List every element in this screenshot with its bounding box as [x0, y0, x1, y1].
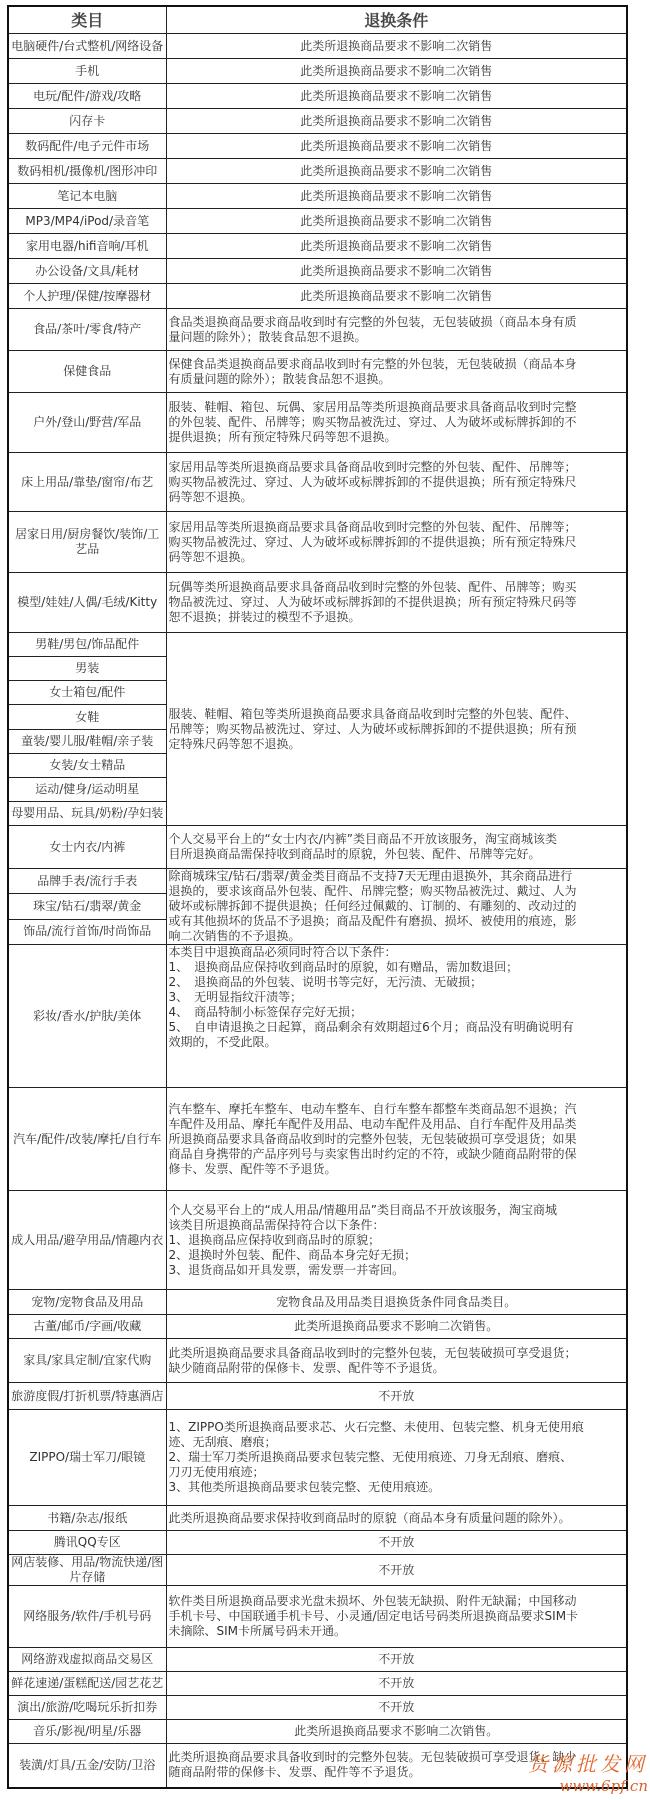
- condition-text-line: 此类所退换商品要求不影响二次销售: [300, 188, 493, 203]
- condition-text-line: 此类所退换商品要求保持收到商品时的原貌（商品本身有质量问题的除外）。: [168, 1510, 571, 1525]
- table-row: [8, 1696, 627, 1720]
- table-row: [8, 234, 627, 259]
- condition-text-line: 本类目中退换商品必须同时符合以下条件：: [168, 945, 397, 959]
- table-row: [8, 184, 627, 209]
- table-row: [8, 259, 627, 284]
- column-header-condition: 退换条件: [166, 6, 627, 34]
- table-row: [8, 109, 627, 134]
- condition-text-line: 食品类退换商品要求商品收到时有完整的外包装，无包装破损（商品本身有质: [168, 314, 577, 329]
- condition-text-line: 软件类目所退换商品要求光盘未损坏、外包装无缺损、附件无缺漏；中国移动: [168, 1594, 577, 1608]
- category-cell: 运动/健身/运动明星: [8, 778, 166, 802]
- category-cell: 汽车/配件/改装/摩托/自行车: [8, 1088, 166, 1191]
- category-cell: 装潢/灯具/五金/安防/卫浴: [8, 1744, 166, 1788]
- condition-text-line: 保健食品类退换商品要求商品收到时有完整的外包装，无包装破损（商品本身: [168, 356, 577, 371]
- condition-cell: [166, 1531, 627, 1555]
- condition-text-line: 随商品附带的保修卡、发票、配件等不予退货。: [168, 1765, 421, 1780]
- category-cell: 家具/家具定制/宜家代购: [8, 1339, 166, 1383]
- condition-text-line: 目所退换商品需保持收到商品时的原貌，外包装、配件、吊牌等完好。: [168, 847, 541, 861]
- table-row: [8, 1648, 627, 1672]
- table-row: [8, 869, 627, 894]
- condition-cell: [166, 59, 627, 84]
- condition-cell: [166, 1506, 627, 1531]
- condition-cell: [166, 1672, 627, 1696]
- condition-text-line: 此类所退换商品要求不影响二次销售: [300, 63, 493, 78]
- category-cell: 男装: [8, 657, 166, 681]
- table-row: [8, 453, 627, 512]
- condition-text-line: 此类所退换商品要求不影响二次销售。: [294, 1319, 499, 1333]
- category-cell: 珠宝/钻石/翡翠/黄金: [8, 894, 166, 919]
- category-cell: 女士箱包/配件: [8, 681, 166, 705]
- condition-text-line: 效期的，不受此限。: [168, 1035, 277, 1049]
- condition-text-line: 此类所退换商品要求不影响二次销售: [300, 263, 493, 278]
- condition-text-line: 物品被洗过、穿过、人为破坏或标牌拆卸的不提供退换；所有预定特殊尺码等: [168, 595, 577, 609]
- condition-text-line: 家居用品等类所退换商品要求具备商品收到时完整的外包装、配件、吊牌等；: [168, 459, 577, 474]
- condition-text-line: 此类所退换商品要求不影响二次销售。: [294, 1724, 499, 1738]
- category-cell: 闪存卡: [8, 109, 166, 134]
- table-row: [8, 633, 627, 657]
- condition-text-line: 未摘除、SIM卡所属号码未开通。: [168, 1624, 347, 1638]
- condition-text-line: 不开放: [378, 1562, 415, 1577]
- condition-text-line: 此类所退换商品要求不影响二次销售: [300, 163, 493, 178]
- condition-text-line: 此类所退换商品要求不影响二次销售: [300, 213, 493, 228]
- table-header-row: [8, 6, 627, 34]
- watermark-url: www.6pf.cn: [559, 1777, 648, 1795]
- category-cell: 电脑硬件/台式整机/网络设备: [8, 34, 166, 59]
- condition-cell: [166, 184, 627, 209]
- category-cell: 电玩/配件/游戏/攻略: [8, 84, 166, 109]
- condition-text-line: 迹、无刮痕、磨痕；: [168, 1435, 277, 1449]
- table-row: [8, 826, 627, 869]
- condition-cell: [166, 869, 627, 945]
- condition-text-line: 不开放: [378, 1652, 415, 1666]
- condition-cell: [166, 351, 627, 393]
- category-cell: 男鞋/男包/饰品配件: [8, 633, 166, 657]
- condition-text-line: 此类所退换商品要求不影响二次销售: [300, 38, 493, 53]
- category-cell: 彩妆/香水/护肤/美体: [8, 945, 166, 1088]
- return-conditions-table: [7, 5, 628, 1789]
- category-cell: 女士内衣/内裤: [8, 826, 166, 869]
- category-cell: 网店装修、用品/物流快递/图片存储: [8, 1555, 166, 1586]
- condition-cell: [166, 1720, 627, 1744]
- condition-text-line: 吊牌等；购买物品被洗过、穿过、人为破坏或标牌拆卸的不提供退换；所有预: [168, 721, 577, 736]
- column-header-category: 类目: [8, 6, 166, 34]
- condition-cell: [166, 1586, 627, 1648]
- table-row: [8, 209, 627, 234]
- condition-cell: [166, 633, 627, 826]
- condition-text-line: 有质量问题的除外）；散装食品恕不退换。: [168, 371, 391, 386]
- table-row: [8, 34, 627, 59]
- condition-text-line: 不开放: [378, 1388, 415, 1403]
- condition-text-line: 量问题的除外）；散装食品恕不退换。: [168, 329, 367, 344]
- category-cell: 宠物/宠物食品及用品: [8, 1290, 166, 1315]
- category-cell: 食品/茶叶/零食/特产: [8, 309, 166, 351]
- category-cell: 书籍/杂志/报纸: [8, 1506, 166, 1531]
- condition-text-line: 手机卡号、中国联通手机卡号、小灵通/固定电话号码类所退换商品要求SIM卡: [168, 1609, 579, 1623]
- table-row: [8, 1531, 627, 1555]
- condition-text-line: 码等恕不退换。: [168, 549, 253, 564]
- table-row: [8, 1586, 627, 1648]
- table-row: [8, 1339, 627, 1383]
- table-row: [8, 84, 627, 109]
- table-row: [8, 159, 627, 184]
- condition-text-line: 5、 自申请退换之日起算，商品剩余有效期超过6个月；商品没有明确说明有: [168, 1020, 574, 1034]
- condition-cell: [166, 34, 627, 59]
- condition-cell: [166, 1191, 627, 1290]
- table-row: [8, 134, 627, 159]
- condition-text-line: 1、退换商品应保持收到商品时的原貌；: [168, 1232, 381, 1247]
- condition-text-line: 缺少随商品附带的保修卡、发票、配件等不予退货。: [168, 1360, 445, 1375]
- condition-cell: [166, 1290, 627, 1315]
- table-row: [8, 1720, 627, 1744]
- watermark-site-name: 货源批发网: [528, 1752, 648, 1776]
- condition-text-line: 购买物品被洗过、穿过、人为破坏或标牌拆卸的不提供退换；所有预定特殊尺: [168, 474, 577, 489]
- category-cell: 数码配件/电子元件市场: [8, 134, 166, 159]
- condition-text-line: 此类所退换商品要求不影响二次销售: [300, 88, 493, 103]
- category-cell: 办公设备/文具/耗材: [8, 259, 166, 284]
- category-cell: 品牌手表/流行手表: [8, 869, 166, 894]
- table-row: [8, 1672, 627, 1696]
- condition-text-line: 此类所退换商品要求不影响二次销售: [300, 138, 493, 153]
- category-cell: ZIPPO/瑞士军刀/眼镜: [8, 1410, 166, 1506]
- table-row: [8, 1088, 627, 1191]
- condition-cell: [166, 453, 627, 512]
- category-cell: 居家日用/厨房餐饮/装饰/工艺品: [8, 512, 166, 573]
- condition-text-line: 此类所退换商品要求不影响二次销售: [300, 238, 493, 253]
- category-cell: 户外/登山/野营/军品: [8, 393, 166, 453]
- condition-cell: [166, 1088, 627, 1191]
- category-cell: 女鞋: [8, 705, 166, 730]
- table-row: [8, 351, 627, 393]
- condition-cell: [166, 512, 627, 573]
- table-row: [8, 284, 627, 309]
- category-cell: 床上用品/靠垫/窗帘/布艺: [8, 453, 166, 512]
- condition-text-line: 此类所退换商品要求具备收到时的完整外包装。无包装破损可享受退货；缺少: [168, 1750, 577, 1765]
- condition-text-line: 玩偶等类所退换商品要求具备商品收到时完整的外包装、配件、吊牌等；购买: [168, 580, 577, 594]
- condition-text-line: 除商城珠宝/钻石/翡翠/黄金类目商品不支持7天无理由退换外，其余商品进行: [168, 869, 573, 883]
- table-row: [8, 945, 627, 1088]
- condition-text-line: 不开放: [378, 1700, 415, 1714]
- condition-text-line: 商品自身携带的产品序列号与卖家售出时约定的不符，或缺少随商品附带的保: [168, 1146, 577, 1161]
- category-cell: 鲜花速递/蛋糕配送/园艺花艺: [8, 1672, 166, 1696]
- condition-cell: [166, 1383, 627, 1410]
- condition-text-line: 响二次销售的不予退换。: [168, 929, 301, 943]
- condition-text-line: 退换的，要求该商品外包装、配件、吊牌完整；购买物品被洗过、戴过、人为: [168, 884, 577, 898]
- category-cell: 网络服务/软件/手机号码: [8, 1586, 166, 1648]
- condition-text-line: 刀刃无使用痕迹；: [168, 1465, 265, 1479]
- category-cell: 音乐/影视/明星/乐器: [8, 1720, 166, 1744]
- category-cell: 演出/旅游/吃喝玩乐折扣券: [8, 1696, 166, 1720]
- table-row: [8, 1555, 627, 1586]
- category-cell: 个人护理/保健/按摩器材: [8, 284, 166, 309]
- condition-text-line: 定特殊尺码等恕不退换。: [168, 736, 301, 751]
- category-cell: 家用电器/hifi音响/耳机: [8, 234, 166, 259]
- condition-text-line: 码等恕不退换。: [168, 489, 253, 504]
- condition-text-line: 汽车整车、摩托车整车、电动车整车、自行车整车都整车类商品恕不退换；汽: [168, 1101, 577, 1116]
- condition-text-line: 破坏或标牌拆卸不提供退换；任何经过佩戴的、订制的、有雕刻的、改动过的: [168, 899, 577, 913]
- category-cell: 女装/女士精品: [8, 754, 166, 778]
- condition-text-line: 此类所退换商品要求不影响二次销售: [300, 113, 493, 128]
- condition-text-line: 购买物品被洗过、穿过、人为破坏或标牌拆卸的不提供退换；所有预定特殊尺: [168, 534, 577, 549]
- condition-cell: [166, 1410, 627, 1506]
- condition-cell: [166, 284, 627, 309]
- condition-cell: [166, 1339, 627, 1383]
- table-row: [8, 1383, 627, 1410]
- table-row: [8, 1191, 627, 1290]
- condition-text-line: 个人交易平台上的“成人用品/情趣用品”类目商品不开放该服务，淘宝商城: [168, 1202, 557, 1217]
- condition-cell: [166, 1315, 627, 1339]
- category-cell: 网络游戏虚拟商品交易区: [8, 1648, 166, 1672]
- condition-text-line: 恕不退换；拼装过的模型不予退换。: [168, 610, 361, 624]
- condition-cell: [166, 109, 627, 134]
- condition-cell: [166, 159, 627, 184]
- condition-text-line: 不开放: [378, 1676, 415, 1690]
- table-row: [8, 393, 627, 453]
- table-row: [8, 309, 627, 351]
- condition-cell: [166, 209, 627, 234]
- table-row: [8, 1410, 627, 1506]
- category-cell: 古董/邮币/字画/收藏: [8, 1315, 166, 1339]
- table-row: [8, 573, 627, 633]
- condition-cell: [166, 259, 627, 284]
- condition-text-line: 3、 无明显指纹汗渍等；: [168, 990, 303, 1004]
- category-cell: MP3/MP4/iPod/录音笔: [8, 209, 166, 234]
- condition-text-line: 2、 退换商品的外包装、说明书等完好，无污渍、无破损；: [168, 975, 483, 989]
- condition-text-line: 1、ZIPPO类所退换商品要求芯、火石完整、未使用、包装完整、机身无使用痕: [168, 1420, 584, 1434]
- category-cell: 饰品/流行首饰/时尚饰品: [8, 919, 166, 944]
- category-cell: 旅游度假/打折机票/特惠酒店: [8, 1383, 166, 1410]
- condition-text-line: 2、退换时外包装、配件、商品本身完好无损；: [168, 1247, 417, 1262]
- category-cell: 手机: [8, 59, 166, 84]
- category-cell: 模型/娃娃/人偶/毛绒/Kitty: [8, 573, 166, 633]
- table-row: [8, 512, 627, 573]
- condition-text-line: 或有其他损坏的货品不予退换；商品及配件有磨损、损坏、被使用的痕迹，影: [168, 914, 577, 928]
- watermark: [528, 1748, 648, 1795]
- condition-text-line: 宠物食品及用品类目退换货条件同食品类目。: [276, 1294, 517, 1309]
- condition-cell: [166, 393, 627, 453]
- condition-text-line: 车配件及用品、摩托车配件及用品、电动车配件及用品、自行车配件及用品类: [168, 1116, 577, 1131]
- condition-text-line: 3、退货商品如开具发票，需发票一并寄回。: [168, 1262, 405, 1277]
- condition-text-line: 所退换商品要求具备商品收到时的完整外包装，无包装破损可享受退货；如果: [168, 1131, 577, 1146]
- table-row: [8, 1290, 627, 1315]
- category-cell: 保健食品: [8, 351, 166, 393]
- condition-text-line: 的外包装、配件、吊牌等；购买物品被洗过、穿过、人为破坏或标牌拆卸的不: [168, 415, 577, 429]
- table-row: [8, 59, 627, 84]
- table-row: [8, 1506, 627, 1531]
- condition-cell: [166, 945, 627, 1088]
- condition-cell: [166, 234, 627, 259]
- table-row: [8, 1315, 627, 1339]
- condition-text-line: 1、 退换商品应保持收到商品时的原貌，如有赠品，需加数退回；: [168, 960, 519, 974]
- condition-text-line: 不开放: [378, 1535, 415, 1549]
- category-cell: 母婴用品、玩具/奶粉/孕妇装: [8, 802, 166, 826]
- condition-text-line: 修卡、发票、配件等不予退货。: [168, 1161, 337, 1176]
- condition-cell: [166, 1555, 627, 1586]
- condition-text-line: 服装、鞋帽、箱包等类所退换商品要求具备商品收到时完整的外包装、配件、: [168, 706, 577, 721]
- condition-text-line: 此类所退换商品要求不影响二次销售: [300, 288, 493, 303]
- condition-cell: [166, 1648, 627, 1672]
- condition-text-line: 2、瑞士军刀类所退换商品要求包装完整、无使用痕迹、刀身无刮痕、磨痕、: [168, 1450, 573, 1464]
- condition-cell: [166, 826, 627, 869]
- category-cell: 腾讯QQ专区: [8, 1531, 166, 1555]
- condition-cell: [166, 1696, 627, 1720]
- condition-cell: [166, 573, 627, 633]
- condition-text-line: 该类目所退换商品需保持符合以下条件：: [168, 1217, 385, 1232]
- condition-text-line: 3、其他类所退换商品要求包装完整、无使用痕迹。: [168, 1480, 441, 1494]
- condition-cell: [166, 309, 627, 351]
- category-cell: 数码相机/摄像机/图形冲印: [8, 159, 166, 184]
- condition-text-line: 服装、鞋帽、箱包、玩偶、家居用品等类所退换商品要求具备商品收到时完整: [168, 400, 577, 414]
- condition-cell: [166, 134, 627, 159]
- category-cell: 笔记本电脑: [8, 184, 166, 209]
- condition-cell: [166, 84, 627, 109]
- condition-text-line: 4、 商品特制小标签保存完好无损；: [168, 1005, 363, 1019]
- condition-text-line: 此类所退换商品要求具备商品收到时的完整外包装，无包装破损可享受退货；: [168, 1345, 577, 1360]
- category-cell: 童装/婴儿服/鞋帽/亲子装: [8, 730, 166, 754]
- condition-text-line: 个人交易平台上的“女士内衣/内裤”类目商品不开放该服务，淘宝商城该类: [168, 832, 557, 846]
- condition-text-line: 提供退换；所有预定特殊尺码等恕不退换。: [168, 430, 397, 444]
- condition-text-line: 家居用品等类所退换商品要求具备商品收到时完整的外包装、配件、吊牌等；: [168, 519, 577, 534]
- category-cell: 成人用品/避孕用品/情趣内衣: [8, 1191, 166, 1290]
